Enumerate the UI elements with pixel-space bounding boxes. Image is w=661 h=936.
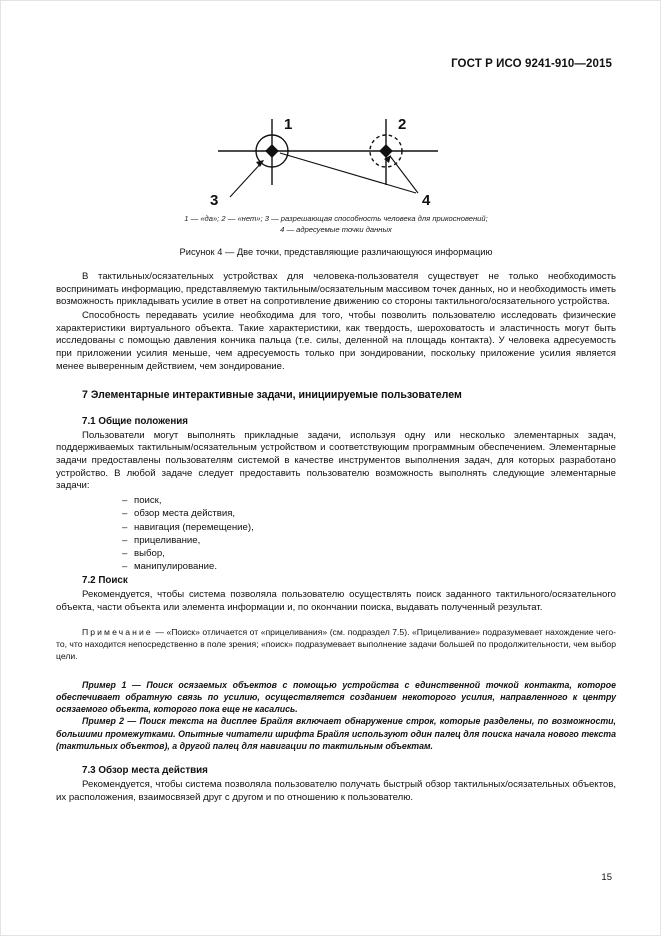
- example-1-7-2: Пример 1 — Поиск осязаемых объектов с помощью устройства с единственной точкой контакта, которое обеспечивает обратную связь по усилию, осуществляется созданием некоторого усилия, направленного к центру осязаемого объекта, которого пока еще не касались.: [56, 679, 616, 715]
- paragraph-7-2-search: Рекомендуется, чтобы система позволяла пользователю осуществлять поиск заданного тактильного/осязательного объекта, части объекта или элемента информации и, по окончании поиска, выдавать полученный результат.: [56, 589, 616, 613]
- paragraph-7-3-overview: Рекомендуется, чтобы система позволяла пользователю получать быстрый обзор тактильных/осязательных объектов, их расположения, взаимосвязей друг с другом и по отношению к пользователю.: [56, 779, 616, 803]
- elementary-task-list: [56, 494, 616, 573]
- list-item: – обзор места действия,: [56, 507, 616, 520]
- paragraph-7-1-general: Пользователи могут выполнять прикладные задачи, используя одну или несколько элементарных задач, поддерживаемых тактильным/осязательным устройством и соответствующим программным обеспечением. Элементарные задачи предоставлены пользователям системой в качестве инструментов выполнения задач, для которых разработано устройство. В любой задаче следует предоставить пользователю возможность выполнять следующие элементарные задачи:: [56, 429, 616, 492]
- note-label: Примечание: [82, 627, 153, 638]
- figure-label-3: 3: [210, 192, 219, 209]
- heading-clause-7-1: 7.1 Общие положения: [82, 416, 189, 428]
- paragraph-tactile-devices: В тактильных/осязательных устройствах для человека-пользователя существует не только необходимость воспринимать информацию, представляемую тактильным/осязательным массивом точек данных, но и необходимость иметь возможность прикладывать усилие в ответ на сопротивление движению со стороны тактильного/осязательного устройства.: [56, 271, 616, 308]
- page-header-standard-number: ГОСТ Р ИСО 9241-910—2015: [451, 58, 612, 70]
- list-item: – прицеливание,: [56, 534, 616, 547]
- example-2-7-2: Пример 2 — Поиск текста на дисплее Брайля включает обнаружение строк, которые разделены, по возможности, большими промежутками. Опытные читатели шрифта Брайля используют один палец для поиска начала нового текста (тактильных объектов), а другой палец для навигации по тактильным объектам.: [56, 716, 616, 752]
- figure-label-1: 1: [284, 116, 293, 133]
- figure-key-line-1: 1 — «да»; 2 — «нет»; 3 — разрешающая способность человека для прикосновений;: [184, 214, 488, 223]
- page-content: [56, 109, 616, 804]
- figure-4-caption: Рисунок 4 — Две точки, представляющие различающуюся информацию: [179, 247, 493, 257]
- figure-4-block: [56, 109, 616, 257]
- list-item: – поиск,: [56, 494, 616, 507]
- list-item: – манипулирование.: [56, 560, 616, 573]
- paragraph-force-capability: Способность передавать усилие необходима для того, чтобы позволить пользователю исследовать физические характеристики виртуального объекта. Такие характеристики, как твердость, шероховатость и эластичность могут быть исследованы с помощью давления кончика пальца (т.е. силы, деленной на площадь контакта). У человека адресуемость при приложении усилия меньше, чем адресуемость только при зондировании, поскольку приложение усилия является менее выверенным действием, чем зондирование.: [56, 309, 616, 372]
- figure-label-4: 4: [422, 192, 431, 209]
- note-text: — «Поиск» отличается от «прицеливания» (см. подраздел 7.5). «Прицеливание» подразумевает нахождение чего-то, что находится непосредственно в поле зрения; «поиск» подразумевает выполнение задачи большей по продолжительности, чем выбор цели.: [56, 627, 616, 661]
- heading-clause-7-3: 7.3 Обзор места действия: [82, 765, 208, 777]
- heading-clause-7: 7 Элементарные интерактивные задачи, инициируемые пользователем: [82, 389, 462, 402]
- page-number: 15: [601, 872, 612, 883]
- list-item: – навигация (перемещение),: [56, 521, 616, 534]
- heading-clause-7-2: 7.2 Поиск: [82, 575, 128, 587]
- note-7-2: [56, 627, 616, 662]
- figure-label-2: 2: [398, 116, 407, 133]
- figure-key-line-2: 4 — адресуемые точки данных: [280, 225, 392, 234]
- figure-4-diagram: [206, 109, 466, 209]
- figure-4-key: [56, 213, 616, 235]
- list-item: – выбор,: [56, 547, 616, 560]
